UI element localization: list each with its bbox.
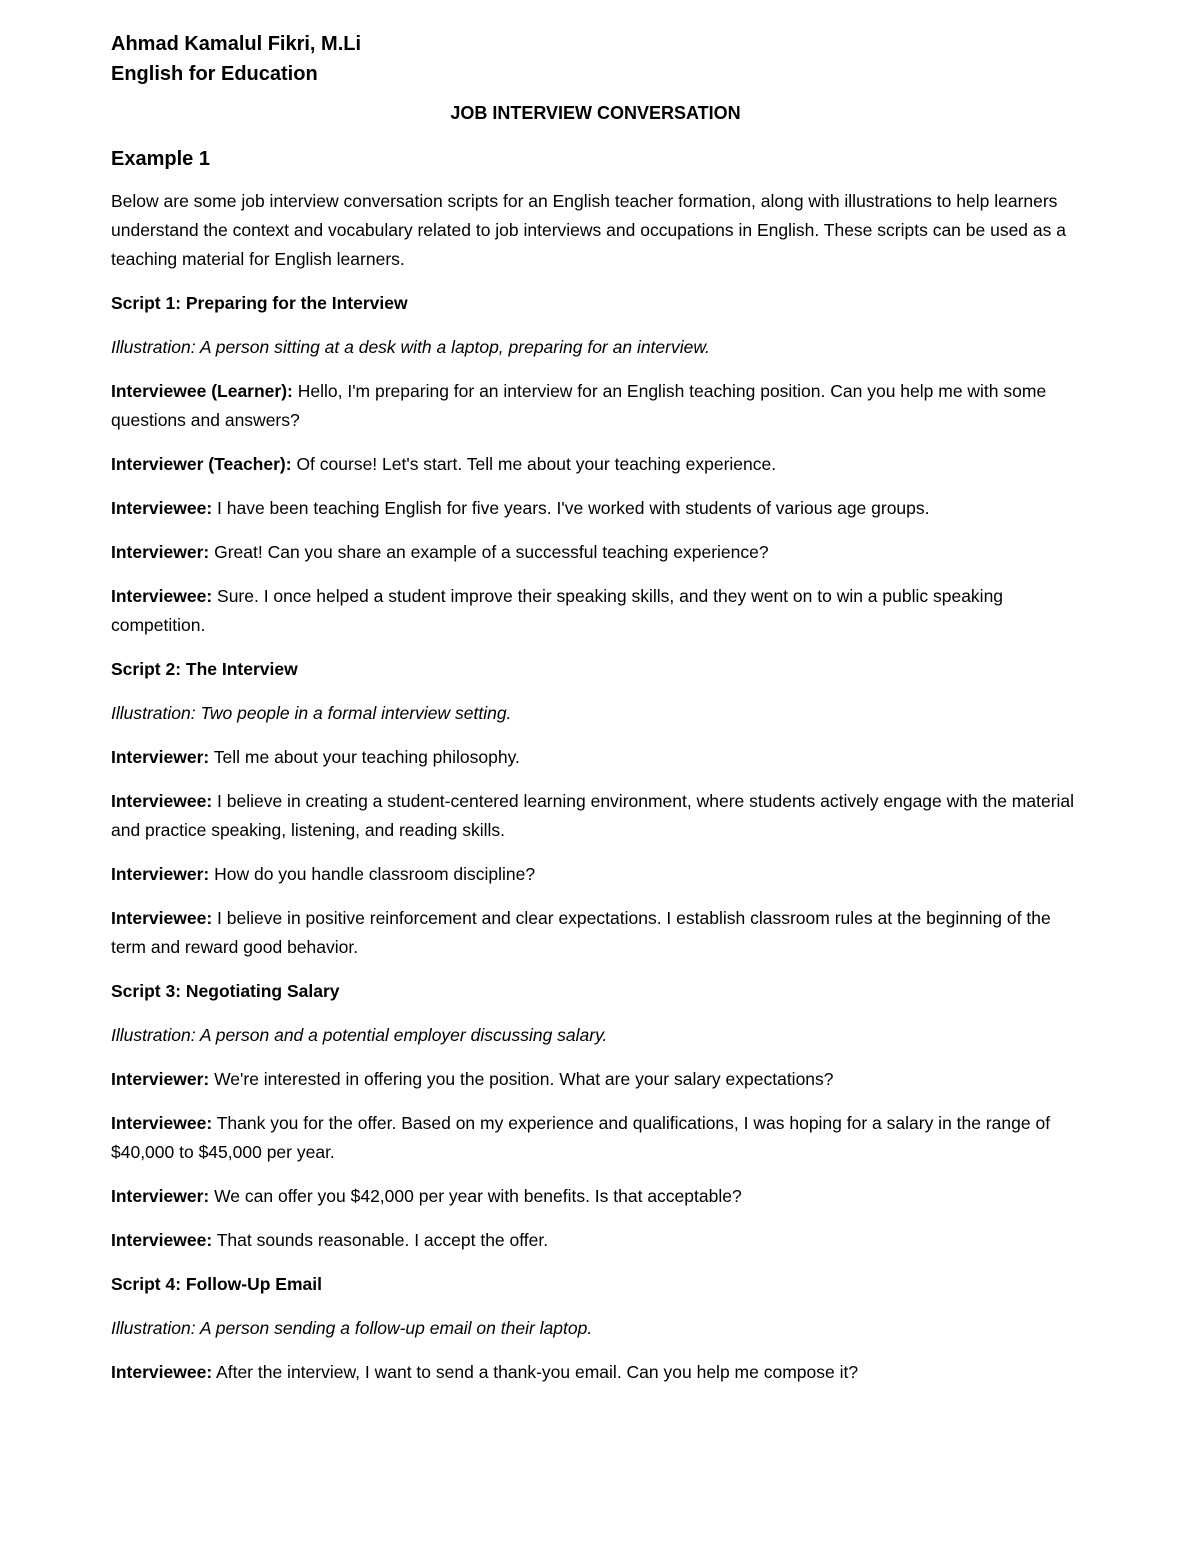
script-section: [111, 977, 1080, 1255]
dialogue-line: [111, 904, 1080, 962]
dialogue-text: I have been teaching English for five years. I've worked with students of various age groups.: [212, 498, 930, 518]
script-section: [111, 289, 1080, 640]
course-name: English for Education: [111, 63, 318, 85]
illustration-note: Illustration: A person and a potential employer discussing salary.: [111, 1025, 608, 1045]
speaker-label: Interviewer:: [111, 542, 210, 562]
speaker-label: Interviewer:: [111, 1186, 210, 1206]
scripts-container: [111, 289, 1080, 1387]
speaker-label: Interviewee:: [111, 791, 213, 811]
script-heading: Script 2: The Interview: [111, 659, 298, 679]
dialogue-line: [111, 1226, 1080, 1255]
dialogue-text: We're interested in offering you the position. What are your salary expectations?: [209, 1069, 834, 1089]
dialogue-line: [111, 743, 1080, 772]
dialogue-text: How do you handle classroom discipline?: [209, 864, 536, 884]
script-heading: Script 3: Negotiating Salary: [111, 981, 340, 1001]
dialogue-text: I believe in creating a student-centered learning environment, where students actively engage with the material and practice speaking, listening, and reading skills.: [111, 791, 1075, 840]
speaker-label: Interviewee:: [111, 1230, 213, 1250]
script-heading: Script 4: Follow-Up Email: [111, 1274, 322, 1294]
dialogue-line: [111, 860, 1080, 889]
illustration-note: Illustration: A person sitting at a desk with a laptop, preparing for an interview.: [111, 337, 710, 357]
dialogue-text: I believe in positive reinforcement and clear expectations. I establish classroom rules at the beginning of the term and reward good behavior.: [111, 908, 1051, 957]
dialogue-text: After the interview, I want to send a thank-you email. Can you help me compose it?: [212, 1362, 859, 1382]
dialogue-line: [111, 1182, 1080, 1211]
speaker-label: Interviewee (Learner):: [111, 381, 293, 401]
dialogue-line: [111, 582, 1080, 640]
dialogue-line: [111, 494, 1080, 523]
dialogue-line: [111, 1065, 1080, 1094]
dialogue-text: Hello, I'm preparing for an interview for an English teaching position. Can you help me with some questions and answers?: [111, 381, 1047, 430]
speaker-label: Interviewee:: [111, 908, 213, 928]
document-title: JOB INTERVIEW CONVERSATION: [450, 103, 741, 123]
dialogue-text: Of course! Let's start. Tell me about your teaching experience.: [291, 454, 777, 474]
dialogue-line: [111, 450, 1080, 479]
speaker-label: Interviewee:: [111, 1362, 213, 1382]
dialogue-text: Tell me about your teaching philosophy.: [209, 747, 520, 767]
speaker-label: Interviewee:: [111, 1113, 213, 1133]
dialogue-line: [111, 1109, 1080, 1167]
example-heading: Example 1: [111, 148, 210, 170]
speaker-label: Interviewer:: [111, 747, 210, 767]
author-name: Ahmad Kamalul Fikri, M.Li: [111, 33, 362, 55]
dialogue-text: Great! Can you share an example of a successful teaching experience?: [209, 542, 769, 562]
script-section: [111, 655, 1080, 962]
script-section: [111, 1270, 1080, 1387]
dialogue-text: Thank you for the offer. Based on my experience and qualifications, I was hoping for a salary in the range of $40,000 to $45,000 per year.: [111, 1113, 1051, 1162]
dialogue-line: [111, 377, 1080, 435]
speaker-label: Interviewer:: [111, 864, 210, 884]
speaker-label: Interviewee:: [111, 586, 213, 606]
dialogue-text: Sure. I once helped a student improve their speaking skills, and they went on to win a public speaking competition.: [111, 586, 1004, 635]
dialogue-line: [111, 538, 1080, 567]
intro-paragraph: Below are some job interview conversation scripts for an English teacher formation, along with illustrations to help learners understand the context and vocabulary related to job interviews and occupations in English. These scripts can be used as a teaching material for English learners.: [111, 191, 1066, 269]
script-heading: Script 1: Preparing for the Interview: [111, 293, 408, 313]
speaker-label: Interviewer (Teacher):: [111, 454, 292, 474]
illustration-note: Illustration: A person sending a follow-up email on their laptop.: [111, 1318, 593, 1338]
dialogue-text: We can offer you $42,000 per year with benefits. Is that acceptable?: [209, 1186, 742, 1206]
speaker-label: Interviewee:: [111, 498, 213, 518]
illustration-note: Illustration: Two people in a formal interview setting.: [111, 703, 512, 723]
dialogue-line: [111, 1358, 1080, 1387]
dialogue-text: That sounds reasonable. I accept the offer.: [212, 1230, 549, 1250]
speaker-label: Interviewer:: [111, 1069, 210, 1089]
dialogue-line: [111, 787, 1080, 845]
